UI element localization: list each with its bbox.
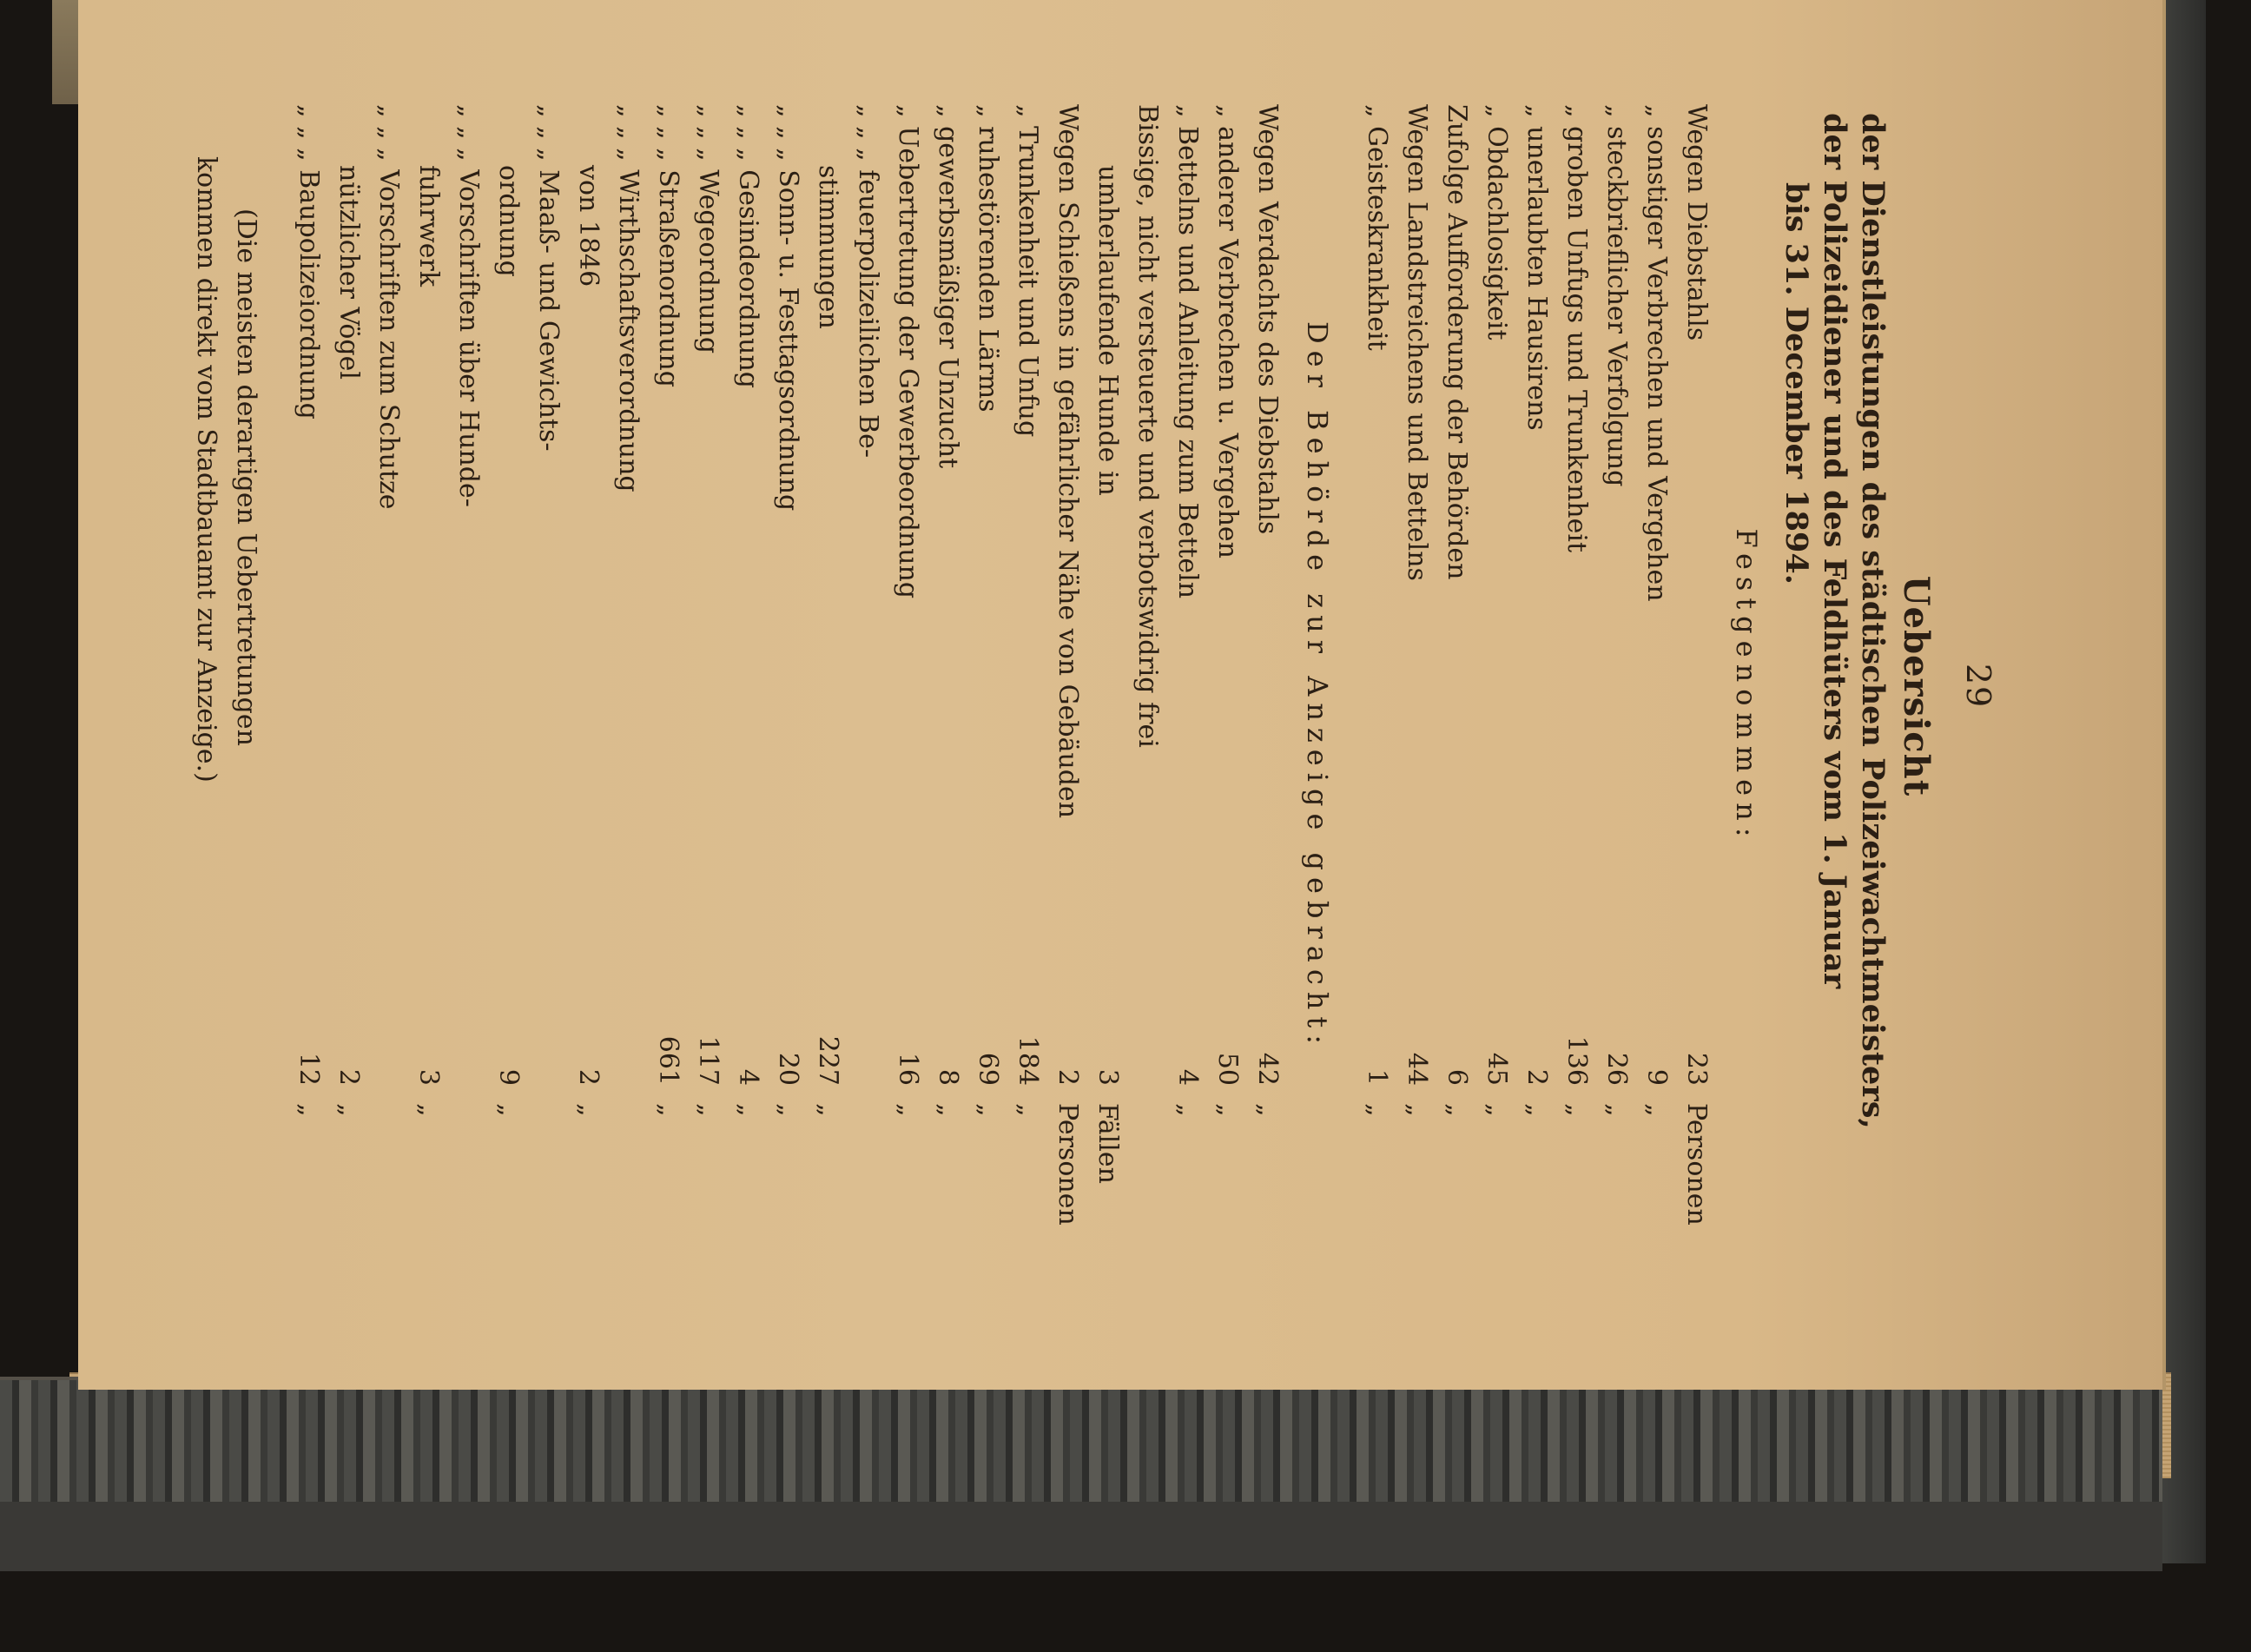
row-label: Wegen Landstreichens und Bettelns (1402, 104, 1432, 581)
list-item (1007, 104, 1047, 1303)
row-count: 45 (1482, 1052, 1512, 1086)
row-count: 2 (1053, 1068, 1083, 1086)
row-label: Zufolge Aufforderung der Behörden (1442, 104, 1472, 580)
list-item (488, 104, 528, 1303)
row-count: 9 (493, 1068, 524, 1086)
list-item (888, 104, 927, 1303)
row-unit: „ (1402, 1103, 1432, 1117)
row-label: „ groben Unfugs und Trunkenheit (1561, 104, 1592, 553)
row-label: Wegen Schießens in gefährlicher Nähe von Gebäuden (1053, 104, 1083, 819)
row-label: „ ruhestörenden Lärms (973, 104, 1003, 413)
row-label: „ „ „ Vorschriften über Hunde- (453, 104, 484, 507)
row-count: 661 (653, 1035, 683, 1086)
list-item (1047, 104, 1087, 1303)
row-label: Bissige, nicht versteuerte und verbotswidrig frei (1132, 104, 1163, 748)
row-label: „ anderer Verbrechen u. Vergehen (1212, 104, 1243, 559)
row-count: 2 (1522, 1068, 1552, 1086)
subtitle-line: der Polizeidiener und des Feldhüters vom 1. Januar (1817, 113, 1852, 989)
list-item (408, 104, 448, 1303)
section-heading: Der Behörde zur Anzeige gebracht: (1301, 320, 1334, 1051)
row-count: 26 (1601, 1052, 1632, 1086)
row-label: „ Geisteskrankheit (1362, 104, 1392, 351)
row-label: „ Uebertretung der Gewerbeordnung (893, 104, 923, 599)
row-label: Wegen Diebstahls (1681, 104, 1712, 341)
row-label: nützlicher Vögel (333, 165, 364, 380)
row-count: 136 (1561, 1035, 1592, 1086)
row-unit: Personen (1053, 1103, 1083, 1226)
list-item (927, 104, 967, 1303)
page-number: 29 (1959, 663, 1997, 710)
list-item (808, 104, 848, 1303)
list-item (328, 104, 368, 1303)
row-unit: Fällen (1092, 1103, 1123, 1184)
list-item (648, 104, 688, 1303)
row-label: „ „ „ Baupolizeiordnung (294, 104, 324, 420)
list-item (1556, 104, 1596, 1303)
row-unit: „ (973, 1103, 1003, 1117)
subtitle-line: bis 31. December 1894. (1779, 182, 1814, 585)
row-unit: „ (573, 1103, 604, 1117)
row-count: 42 (1252, 1052, 1283, 1086)
row-count: 227 (813, 1035, 843, 1086)
row-label: stimmungen (813, 165, 843, 329)
row-count: 50 (1212, 1052, 1243, 1086)
subtitle-line: der Dienstleistungen des städtischen Polizeiwachtmeisters, (1855, 113, 1891, 1129)
list-item (1396, 104, 1436, 1303)
list-item (288, 104, 328, 1303)
row-unit: „ (1601, 1103, 1632, 1117)
row-unit: „ (693, 1103, 723, 1117)
row-label: umherlaufende Hunde in (1092, 165, 1123, 496)
row-label: „ steckbrieflicher Verfolgung (1601, 104, 1632, 487)
closing-line: kommen direkt vom Stadtbauamt zur Anzeige.) (191, 156, 221, 783)
list-item (1357, 104, 1396, 1303)
list-item (688, 104, 728, 1303)
row-unit: „ (653, 1103, 683, 1117)
list-item (967, 104, 1007, 1303)
row-count: 2 (333, 1068, 364, 1086)
row-unit: „ (733, 1103, 763, 1117)
row-count: 3 (1092, 1068, 1123, 1086)
row-label: „ „ „ Wirthschaftsverordnung (613, 104, 644, 492)
list-item (1596, 104, 1636, 1303)
row-count: 3 (413, 1068, 444, 1086)
row-count: 20 (773, 1052, 803, 1086)
list-item (608, 104, 648, 1303)
list-item (1516, 104, 1556, 1303)
row-unit: „ (493, 1103, 524, 1117)
book-cover-marbled (0, 1377, 2162, 1571)
row-label: „ gewerbsmäßiger Unzucht (933, 104, 963, 469)
row-label: „ „ „ Gesindeordnung (733, 104, 763, 388)
row-unit: „ (1522, 1103, 1552, 1117)
row-label: „ „ „ Wegeordnung (693, 104, 723, 354)
row-count: 8 (933, 1068, 963, 1086)
page-subtitle (1777, 113, 1891, 1294)
list-item (1087, 104, 1127, 1303)
row-count: 6 (1442, 1068, 1472, 1086)
list-item (448, 104, 488, 1303)
row-label: „ Trunkenheit und Unfug (1013, 104, 1043, 438)
list-item (1127, 104, 1167, 1303)
list-item (728, 104, 768, 1303)
row-label: „ „ „ Vorschriften zum Schutze (373, 104, 404, 510)
list-item (1247, 104, 1287, 1303)
row-count: 9 (1641, 1068, 1672, 1086)
row-label: „ „ „ Sonn- u. Festtagsordnung (773, 104, 803, 512)
row-unit: „ (1172, 1103, 1203, 1117)
row-count: 23 (1681, 1052, 1712, 1086)
list-item (1167, 104, 1207, 1303)
row-unit: „ (933, 1103, 963, 1117)
closing-note (186, 156, 266, 1199)
row-label: von 1846 (573, 165, 604, 287)
row-unit: „ (893, 1103, 923, 1117)
row-unit: „ (294, 1103, 324, 1117)
row-label: „ Bettelns und Anleitung zum Betteln (1172, 104, 1203, 599)
row-label: fuhrwerk (413, 165, 444, 287)
row-label: „ Obdachlosigkeit (1482, 104, 1512, 340)
row-unit: „ (1212, 1103, 1243, 1117)
row-label: „ „ „ Maaß- und Gewichts- (533, 104, 564, 452)
row-count: 184 (1013, 1035, 1043, 1086)
section-heading: Festgenommen: (1730, 528, 1763, 844)
row-label: „ „ „ Straßenordnung (653, 104, 683, 387)
row-unit: „ (1561, 1103, 1592, 1117)
row-unit: „ (773, 1103, 803, 1117)
row-unit: Personen (1681, 1103, 1712, 1226)
page-text-rotated (191, 35, 1997, 1338)
row-unit: „ (413, 1103, 444, 1117)
row-label: „ sonstiger Verbrechen und Vergehen (1641, 104, 1672, 602)
list-item (568, 104, 608, 1303)
page-title: Uebersicht (1896, 575, 1937, 797)
row-unit: „ (1013, 1103, 1043, 1117)
row-unit: „ (813, 1103, 843, 1117)
row-unit: „ (1442, 1103, 1472, 1117)
closing-line: (Die meisten derartigen Uebertretungen (231, 208, 261, 746)
row-count: 44 (1402, 1052, 1432, 1086)
row-count: 69 (973, 1052, 1003, 1086)
list-item (368, 104, 408, 1303)
row-count: 12 (294, 1052, 324, 1086)
row-unit: „ (1641, 1103, 1672, 1117)
row-unit: „ (333, 1103, 364, 1117)
row-unit: „ (1362, 1103, 1392, 1117)
row-count: 4 (1172, 1068, 1203, 1086)
row-label: „ unerlaubten Hausirens (1522, 104, 1552, 431)
row-unit: „ (1482, 1103, 1512, 1117)
list-item (1636, 104, 1676, 1303)
row-count: 16 (893, 1052, 923, 1086)
list-item (768, 104, 808, 1303)
row-count: 1 (1362, 1068, 1392, 1086)
row-label: ordnung (493, 165, 524, 277)
list-item (848, 104, 888, 1303)
row-count: 2 (573, 1068, 604, 1086)
list-item (1207, 104, 1247, 1303)
row-label: „ „ „ feuerpolizeilichen Be- (853, 104, 883, 458)
section-rows (1357, 104, 1716, 1303)
list-item (1676, 104, 1716, 1303)
row-label: Wegen Verdachts des Diebstahls (1252, 104, 1283, 535)
section-rows (288, 104, 1287, 1303)
row-unit: „ (1252, 1103, 1283, 1117)
list-item (1436, 104, 1476, 1303)
list-item (528, 104, 568, 1303)
list-item (1476, 104, 1516, 1303)
row-count: 117 (693, 1035, 723, 1086)
row-count: 4 (733, 1068, 763, 1086)
